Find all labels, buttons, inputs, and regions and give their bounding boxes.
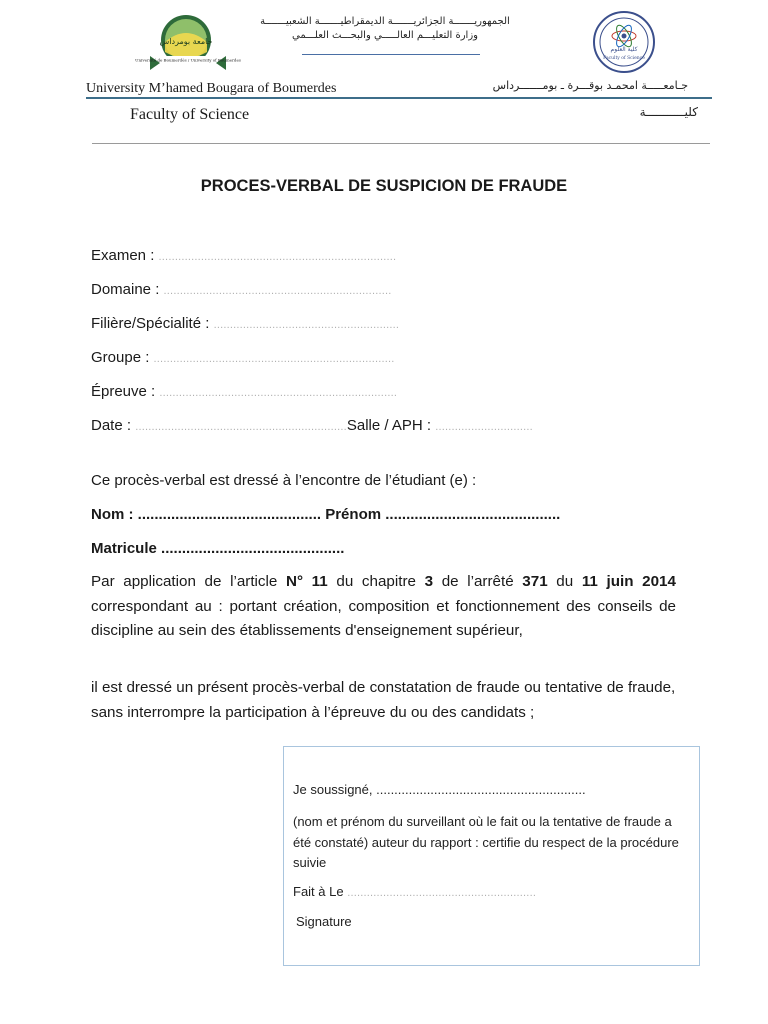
epreuve-label: Épreuve : — [91, 383, 156, 400]
faculty-logo-arabic-text: كلية العلوم — [610, 46, 638, 53]
domaine-fill-line[interactable]: ...................................................................... — [163, 285, 392, 297]
domaine-field[interactable] — [91, 281, 391, 298]
header-separator — [92, 143, 710, 144]
chapter-number: 3 — [424, 573, 434, 590]
date-fill-line[interactable]: ................................................................. — [135, 421, 347, 433]
filiere-fill-line[interactable]: ......................................................... — [213, 319, 400, 331]
groupe-label: Groupe : — [91, 349, 150, 366]
soussigne-field[interactable] — [293, 782, 586, 797]
prenom-label: Prénom — [325, 506, 382, 523]
epreuve-field[interactable] — [91, 383, 397, 400]
matricule-field[interactable] — [91, 540, 344, 557]
prenom-fill-line[interactable]: .......................................... — [385, 506, 561, 523]
university-name-english: University M’hamed Bougara of Boumerdes — [86, 81, 337, 96]
surveillant-note: (nom et prénom du surveillant où le fait ou la tentative de fraude a été constaté) auteur du rapport : certifie du respect de la procédure suivie — [293, 814, 679, 870]
faculty-name-english: Faculty of Science — [130, 106, 250, 123]
statement-paragraph: il est dressé un présent procès-verbal de constatation de fraude ou tentative de fraude, sans interrompre la participation à l’épreuve du ou des candidats ; — [91, 679, 676, 721]
article-text-1: Par application de l’article — [91, 573, 286, 590]
salle-label: Salle / APH : — [346, 417, 432, 434]
ministry-name-arabic: وزارة التعليـــم العالـــــي والبحـــث العلـــمي — [292, 30, 478, 41]
article-text-2: du chapitre — [327, 573, 425, 590]
domaine-label: Domaine : — [91, 281, 160, 298]
university-logo — [135, 12, 241, 76]
examen-label: Examen : — [91, 247, 155, 264]
nom-fill-line[interactable]: ............................................ — [137, 506, 322, 523]
salle-fill-line[interactable]: .............................. — [435, 421, 533, 433]
nom-label: Nom : — [91, 506, 134, 523]
soussigne-label: Je soussigné, — [293, 782, 373, 797]
article-number: N° 11 — [285, 573, 328, 590]
article-text-5: correspondant au : portant création, composition et fonctionnement des conseils de discipline au sein des établissements d'enseignement supérieur, — [91, 597, 676, 639]
filiere-label: Filière/Spécialité : — [91, 315, 210, 332]
student-intro: Ce procès-verbal est dressé à l’encontre de l’étudiant (e) : — [91, 472, 477, 489]
arrete-number: 371 — [522, 573, 548, 590]
university-name-arabic: جـامعـــــة امحمـد بوقـــرة ـ بومـــــــرداس — [492, 79, 688, 92]
groupe-field[interactable] — [91, 349, 395, 366]
filiere-field[interactable] — [91, 315, 399, 332]
republic-name-arabic: الجمهوريـــــــة الجزائريـــــــة الديمقراطيـــــــة الشعبيـــــــة — [260, 16, 510, 27]
epreuve-fill-line[interactable]: ......................................................................... — [159, 387, 398, 399]
fait-a-fill-line[interactable]: .......................................................... — [347, 887, 537, 899]
matricule-fill-line[interactable]: ............................................ — [161, 540, 345, 557]
article-text-3: de l’arrêté — [433, 573, 523, 590]
nom-prenom-field[interactable] — [91, 506, 560, 523]
date-label: Date : — [91, 417, 132, 434]
examen-fill-line[interactable]: ......................................................................... — [158, 251, 397, 263]
examen-field[interactable] — [91, 247, 396, 264]
faculty-logo-latin-text: Faculty of Science — [603, 56, 645, 61]
groupe-fill-line[interactable]: .......................................................................... — [153, 353, 395, 365]
article-text-4: du — [547, 573, 582, 590]
arrete-date: 11 juin 2014 — [581, 573, 676, 590]
soussigne-fill-line[interactable]: .......................................................... — [376, 782, 586, 797]
document-title: PROCES-VERBAL DE SUSPICION DE FRAUDE — [200, 177, 568, 195]
matricule-label: Matricule — [91, 540, 157, 557]
logo-latin-text: Université de Boumerdès / University of Boumerdes — [135, 57, 241, 63]
signature-label: Signature — [296, 914, 352, 929]
header-underline — [302, 54, 480, 55]
fait-a-label: Fait à Le — [293, 884, 344, 899]
article-paragraph — [91, 570, 676, 644]
date-field[interactable] — [91, 417, 533, 434]
header-rule — [86, 97, 712, 99]
faculty-logo — [590, 10, 658, 74]
fait-a-field[interactable] — [293, 884, 536, 899]
logo-arabic-text: جامعة بومرداس — [159, 37, 213, 46]
faculty-name-arabic: كليـــــــــــة — [639, 105, 698, 119]
